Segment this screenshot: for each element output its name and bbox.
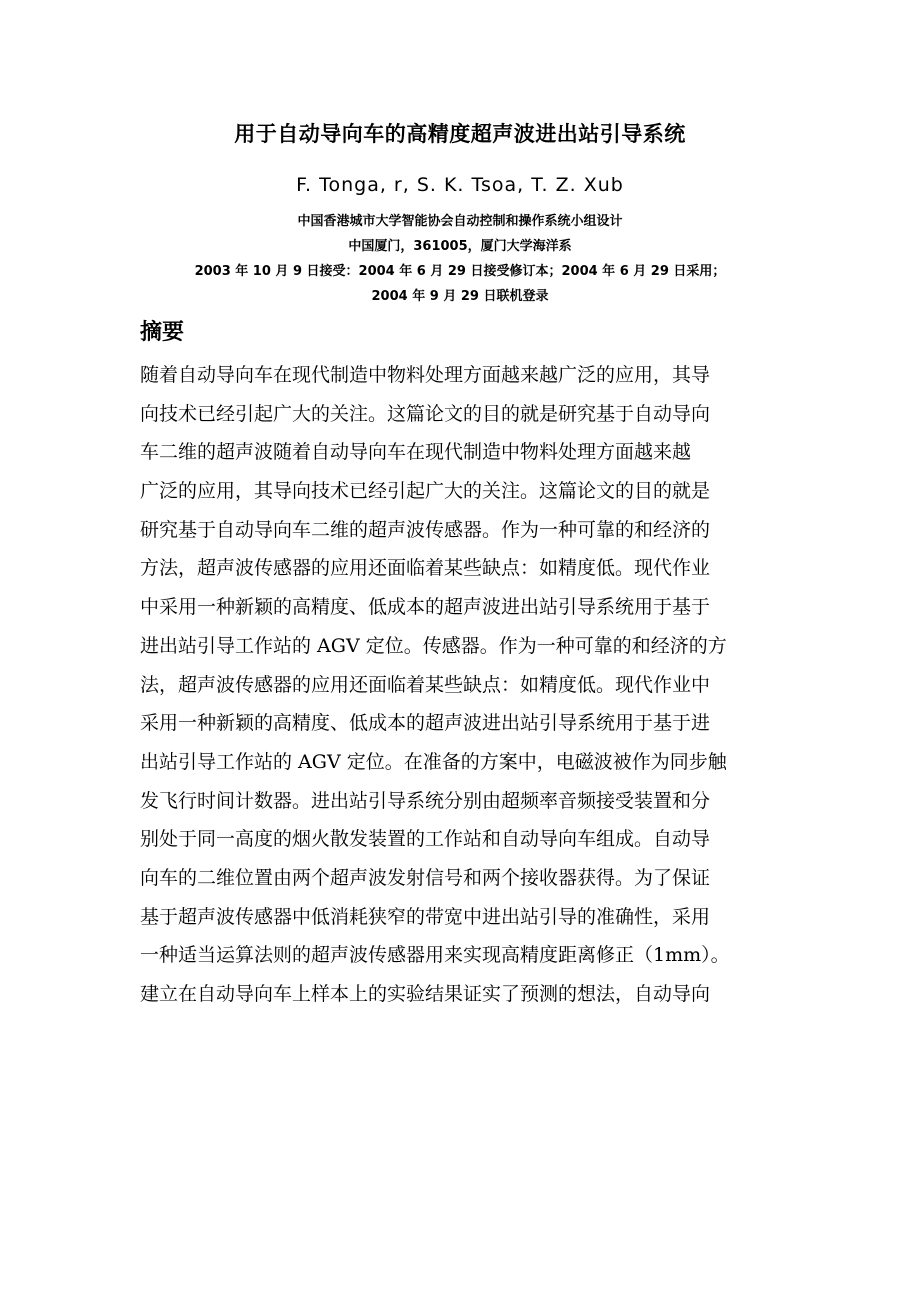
abstract-line: 建立在自动导向车上样本上的实验结果证实了预测的想法，自动导向 [140, 983, 711, 1005]
abstract-line: 别处于同一高度的烟火散发装置的工作站和自动导向车组成。自动导 [140, 828, 711, 851]
abstract-line: 发飞行时间计数器。进出站引导系统分别由超频率音频接受装置和分 [140, 789, 711, 812]
submission-dates-line: 2003 年 10 月 9 日接受：2004 年 6 月 29 日接受修订本；2004 年 6 月 29 日采用； [194, 264, 726, 279]
affiliation-line: 中国香港城市大学智能协会自动控制和操作系统小组设计 [297, 214, 623, 229]
abstract-line: 中采用一种新颖的高精度、低成本的超声波进出站引导系统用于基于 [140, 596, 711, 619]
abstract-line: 研究基于自动导向车二维的超声波传感器。作为一种可靠的和经济的 [140, 518, 711, 541]
abstract-line: 车二维的超声波随着自动导向车在现代制造中物料处理方面越来越 [140, 441, 692, 464]
affiliation-line: 中国厦门，361005，厦门大学海洋系 [348, 239, 572, 254]
abstract-line: 采用一种新颖的高精度、低成本的超声波进出站引导系统用于基于进 [140, 712, 711, 735]
abstract-line: 法，超声波传感器的应用还面临着某些缺点：如精度低。现代作业中 [140, 673, 711, 696]
abstract-body [140, 356, 780, 1014]
author-list: F. Tonga, r, S. K. Tsoa, T. Z. Xub [296, 174, 624, 196]
abstract-line: 基于超声波传感器中低消耗狭窄的带宽中进出站引导的准确性，采用 [140, 905, 711, 928]
abstract-line: 方法，超声波传感器的应用还面临着某些缺点：如精度低。现代作业 [140, 557, 711, 580]
paper-title: 用于自动导向车的高精度超声波进出站引导系统 [234, 122, 686, 146]
abstract-heading: 摘要 [140, 320, 185, 345]
abstract-line: 向技术已经引起广大的关注。这篇论文的目的就是研究基于自动导向 [140, 402, 711, 425]
abstract-line: 一种适当运算法则的超声波传感器用来实现高精度距离修正（1mm）。 [140, 944, 730, 967]
abstract-line: 广泛的应用，其导向技术已经引起广大的关注。这篇论文的目的就是 [140, 480, 711, 503]
online-date-line: 2004 年 9 月 29 日联机登录 [371, 289, 549, 304]
abstract-line: 随着自动导向车在现代制造中物料处理方面越来越广泛的应用，其导 [140, 364, 711, 386]
abstract-line: 进出站引导工作站的 AGV 定位。传感器。作为一种可靠的和经济的方 [140, 634, 727, 657]
abstract-line: 向车的二维位置由两个超声波发射信号和两个接收器获得。为了保证 [140, 866, 711, 889]
abstract-line: 出站引导工作站的 AGV 定位。在准备的方案中，电磁波被作为同步触 [140, 750, 727, 773]
